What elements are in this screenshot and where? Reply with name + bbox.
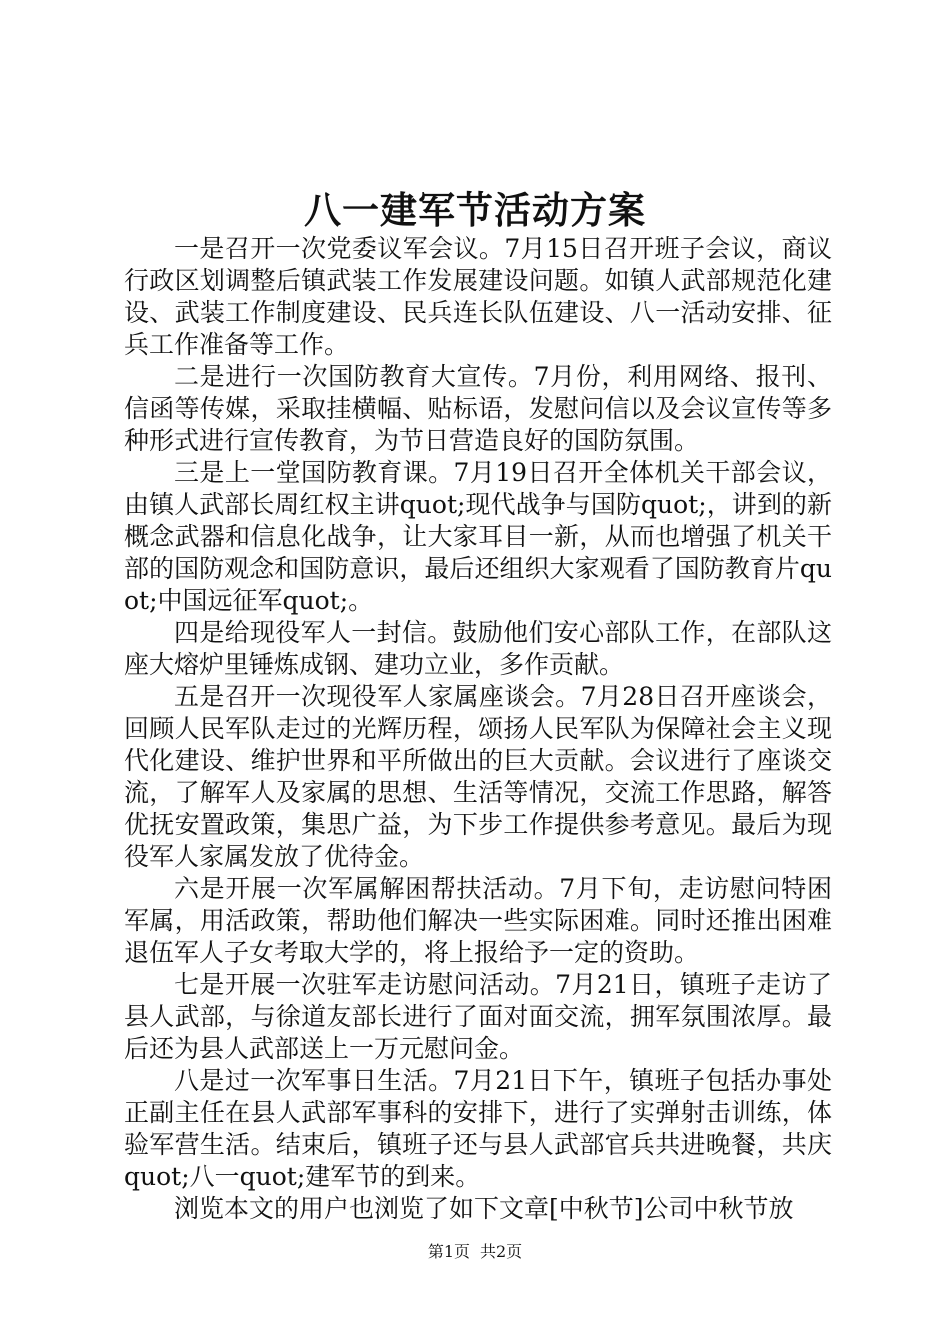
page-total: 共2页 — [480, 1242, 523, 1261]
paragraph-4: 四是给现役军人一封信。鼓励他们安心部队工作，在部队这座大熔炉里锤炼成钢、建功立业，多作贡献。 — [124, 618, 832, 679]
paragraph-6: 六是开展一次军属解困帮扶活动。7月下旬，走访慰问特困军属，用活政策，帮助他们解决一些实际困难。同时还推出困难退伍军人子女考取大学的，将上报给予一定的资助。 — [124, 874, 832, 967]
document-title: 八一建军节活动方案 — [304, 188, 646, 232]
paragraph-1: 一是召开一次党委议军会议。7月15日召开班子会议，商议行政区划调整后镇武装工作发展建设问题。如镇人武部规范化建设、武装工作制度建设、民兵连长队伍建设、八一活动安排、征兵工作准备等工作。 — [124, 234, 832, 359]
document-body — [124, 233, 832, 1225]
paragraph-3: 三是上一堂国防教育课。7月19日召开全体机关干部会议，由镇人武部长周红权主讲quot;现代战争与国防quot;，讲到的新概念武器和信息化战争，让大家耳目一新，从而也增强了机关干部的国防观念和国防意识，最后还组织大家观看了国防教育片quot;中国远征军quot;。 — [124, 458, 832, 615]
page-footer — [0, 1240, 950, 1264]
paragraph-5: 五是召开一次现役军人家属座谈会。7月28日召开座谈会，回顾人民军队走过的光辉历程，颂扬人民军队为保障社会主义现代化建设、维护世界和平所做出的巨大贡献。会议进行了座谈交流，了解军人及家属的思想、生活等情况，交流工作思路，解答优抚安置政策，集思广益，为下步工作提供参考意见。最后为现役军人家属发放了优待金。 — [124, 682, 832, 871]
paragraph-7: 七是开展一次驻军走访慰问活动。7月21日，镇班子走访了县人武部，与徐道友部长进行了面对面交流，拥军氛围浓厚。最后还为县人武部送上一万元慰问金。 — [124, 970, 832, 1063]
paragraph-2: 二是进行一次国防教育大宣传。7月份，利用网络、报刊、信函等传媒，采取挂横幅、贴标语，发慰问信以及会议宣传等多种形式进行宣传教育，为节日营造良好的国防氛围。 — [124, 362, 832, 455]
related-articles-text: 浏览本文的用户也浏览了如下文章[中秋节]公司中秋节放 — [174, 1194, 794, 1223]
page-number: 第1页 — [427, 1242, 470, 1261]
paragraph-8: 八是过一次军事日生活。7月21日下午，镇班子包括办事处正副主任在县人武部军事科的安排下，进行了实弹射击训练，体验军营生活。结束后，镇班子还与县人武部官兵共进晚餐，共庆quot;八一quot;建军节的到来。 — [124, 1066, 832, 1191]
